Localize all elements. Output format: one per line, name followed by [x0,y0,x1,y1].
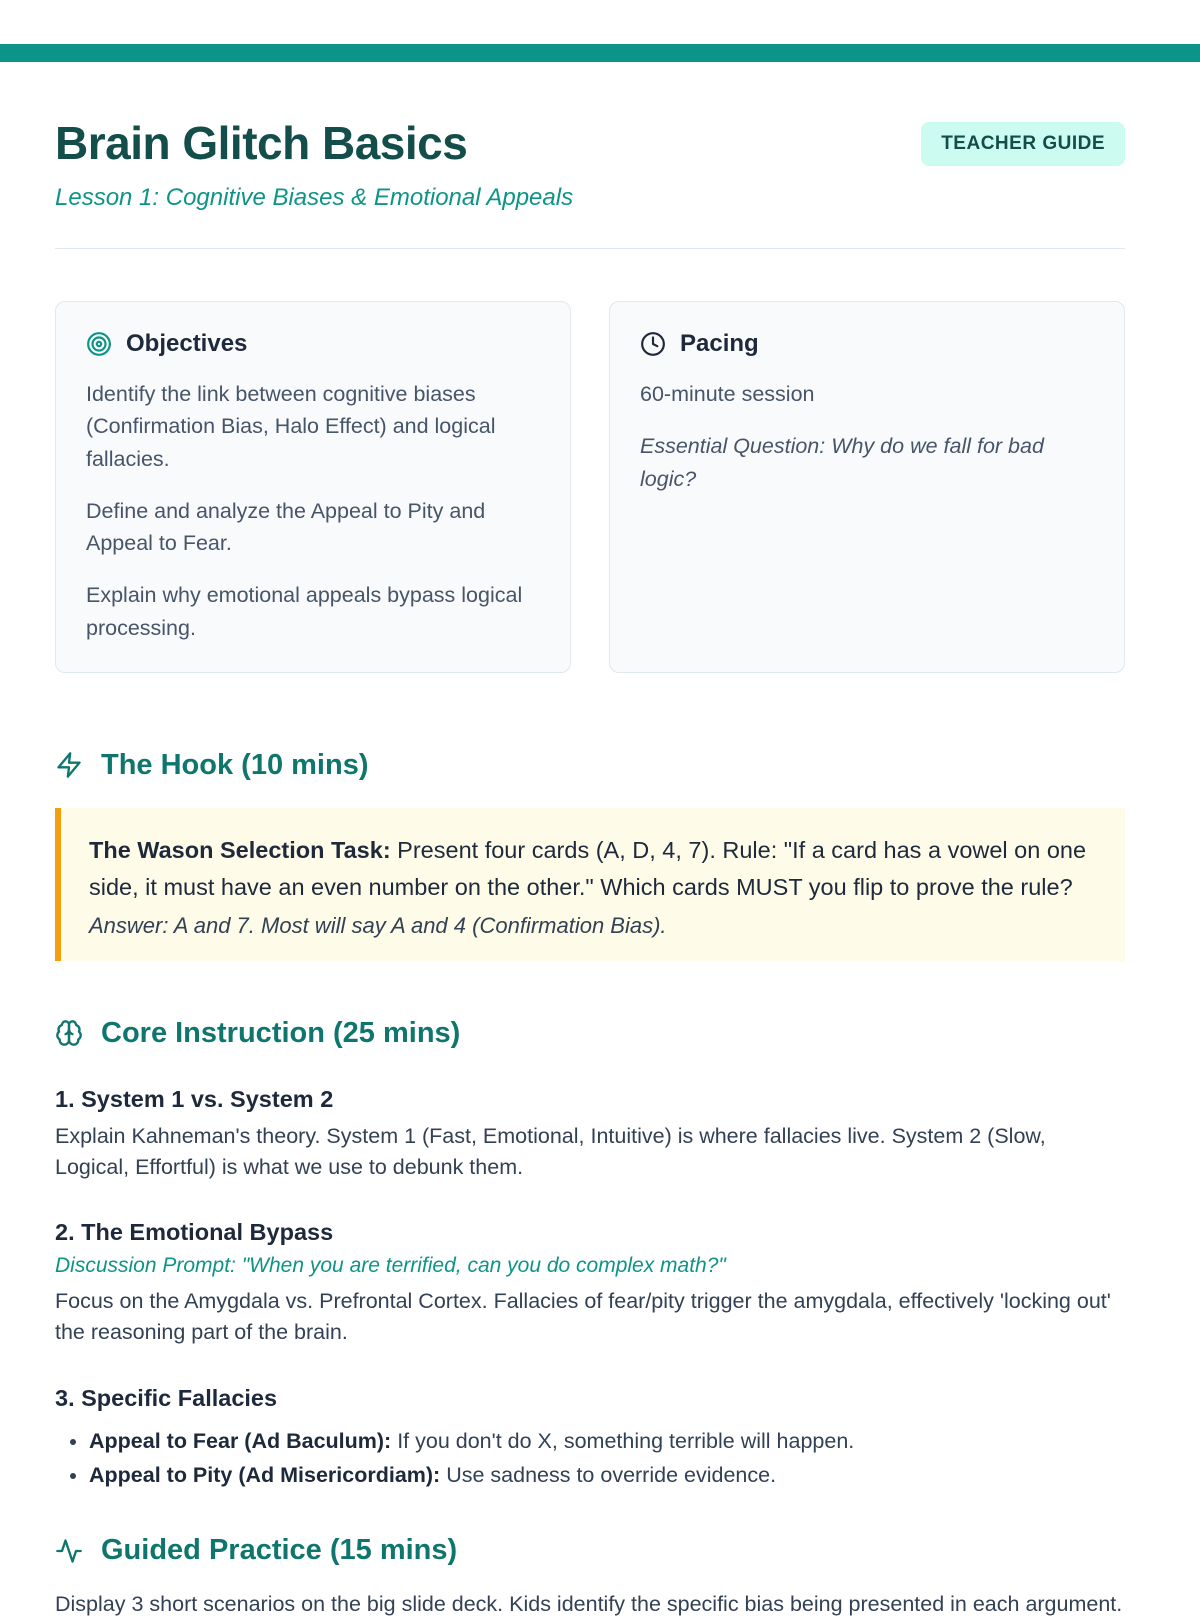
core-subheading-2: 2. The Emotional Bypass [55,1219,334,1246]
practice-section-heading [55,1534,1125,1567]
fallacy-item [89,1424,1125,1458]
page-title: Brain Glitch Basics [55,117,468,169]
pacing-card-header [640,330,1094,358]
core-subheading-3: 3. Specific Fallacies [55,1384,278,1411]
clock-icon [640,331,666,357]
pacing-title: Pacing [680,330,759,357]
practice-body: Display 3 short scenarios on the big slide deck. Kids identify the specific bias being presented in each argument. [55,1592,1123,1617]
hook-section-heading [55,749,1125,782]
header [55,116,1125,212]
pacing-card [609,301,1125,673]
lesson-subtitle: Lesson 1: Cognitive Biases & Emotional Appeals [55,184,574,211]
zap-icon [55,751,83,779]
objectives-card [55,301,571,673]
objective-item: Define and analyze the Appeal to Pity and Appeal to Fear. [86,498,486,555]
fallacy-lead: Appeal to Pity (Ad Misericordiam): [89,1463,441,1488]
wason-task-callout [55,808,1125,961]
fallacy-text: If you don't do X, something terrible will happen. [391,1428,855,1453]
discussion-prompt: Discussion Prompt: "When you are terrified, can you do complex math?" [55,1254,726,1278]
objectives-title: Objectives [126,330,248,357]
brain-icon [55,1019,83,1047]
fallacy-lead: Appeal to Fear (Ad Baculum): [89,1428,392,1453]
objective-item: Identify the link between cognitive biases (Confirmation Bias, Halo Effect) and logical fallacies. [86,382,496,471]
teacher-guide-badge: TEACHER GUIDE [921,122,1125,166]
callout-body: Present four cards (A, D, 4, 7). Rule: "If a card has a vowel on one side, it must have an even number on the other." Which cards MUST you flip to prove the rule? [89,836,1087,901]
fallacy-item [89,1458,1125,1492]
core-body-1: Explain Kahneman's theory. System 1 (Fast, Emotional, Intuitive) is where fallacies live. System 2 (Slow, Logical, Effortful) is what we use to debunk them. [55,1123,1046,1180]
core-section-heading [55,1017,1125,1050]
callout-lead: The Wason Selection Task: [89,836,391,863]
core-subheading-1: 1. System 1 vs. System 2 [55,1085,334,1112]
essential-question: Essential Question: Why do we fall for bad logic? [640,434,1044,491]
objective-item: Explain why emotional appeals bypass logical processing. [86,583,523,640]
document-page [0,62,1200,1621]
title-row [55,116,1125,170]
hook-title: The Hook (10 mins) [101,748,369,781]
target-icon [86,331,112,357]
activity-icon [55,1537,83,1565]
callout-answer: Answer: A and 7. Most will say A and 4 (Confirmation Bias). [89,912,667,938]
fallacy-text: Use sadness to override evidence. [440,1463,777,1488]
core-body-2: Focus on the Amygdala vs. Prefrontal Cortex. Fallacies of fear/pity trigger the amygdala, effectively 'locking out' the reasoning part of the brain. [55,1289,1111,1345]
core-title: Core Instruction (25 mins) [101,1016,461,1049]
pacing-duration: 60-minute session [640,382,815,406]
top-accent-bar [0,44,1200,62]
callout-text [89,832,1097,907]
objectives-card-header [86,330,540,358]
info-cards [55,301,1125,673]
fallacy-list [55,1424,1125,1493]
header-divider [55,248,1125,249]
practice-title: Guided Practice (15 mins) [101,1534,458,1567]
